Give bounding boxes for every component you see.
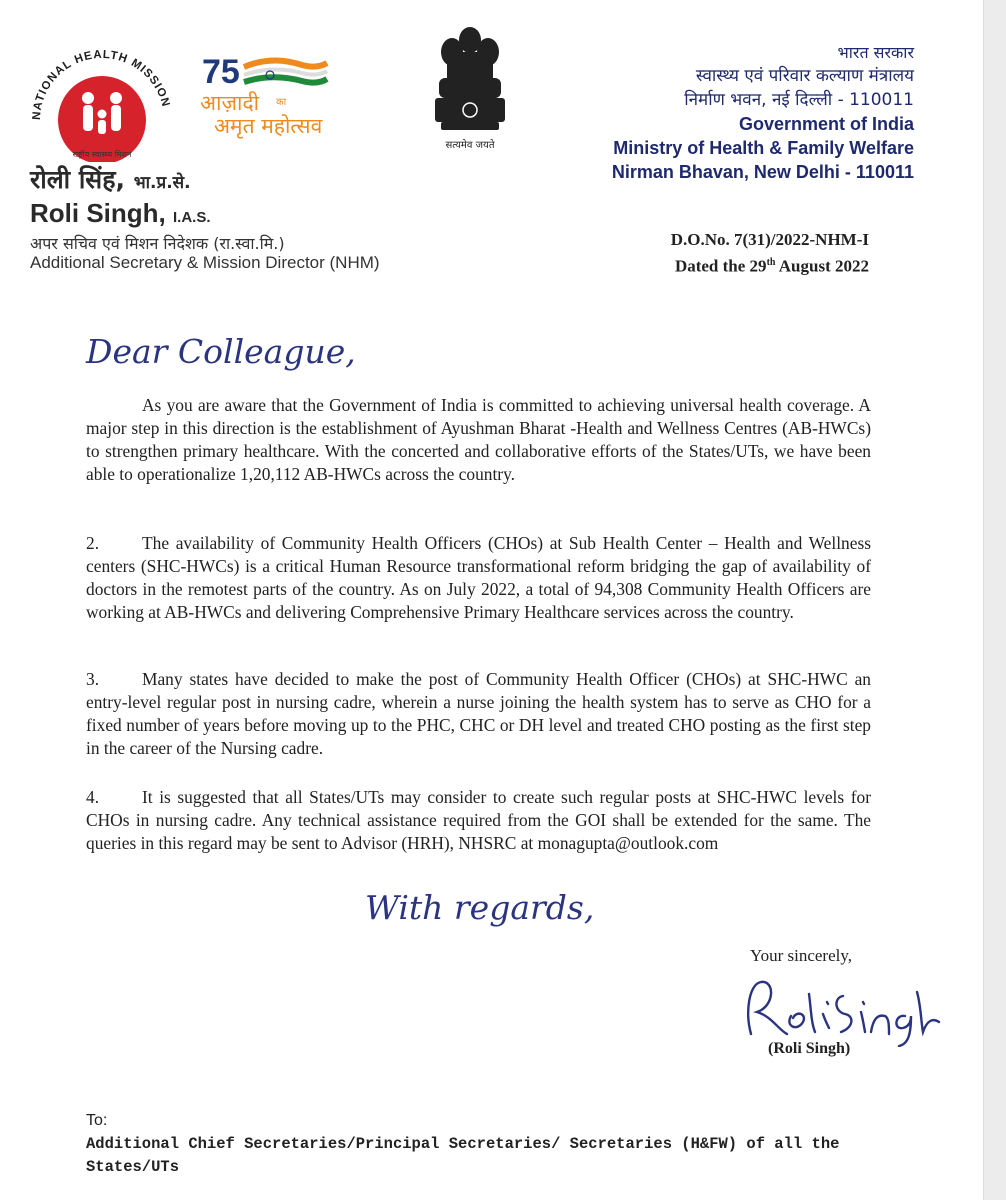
office-address [612,42,914,184]
azadi-line1: आज़ादी [200,91,260,115]
office-hindi-line2: स्वास्थ्य एवं परिवार कल्याण मंत्रालय [695,66,914,86]
office-line2: Ministry of Health & Family Welfare [613,138,914,158]
letter-date [671,251,869,278]
paragraph-2-number: 2. [86,533,100,553]
nhm-arc-text: NATIONAL HEALTH MISSION [30,48,172,121]
office-hindi-line1: भारत सरकार [837,43,914,62]
date-prefix: Dated the 29 [674,256,767,276]
signature [735,972,945,1047]
nhm-hindi-text: राष्ट्रीय स्वास्थ्य मिशन [72,150,132,159]
paragraph-3 [86,668,871,760]
paragraph-1 [86,394,871,486]
nhm-logo [22,32,182,162]
sender-suffix: I.A.S. [173,209,211,226]
sender-name-text: Roli Singh, [30,198,166,228]
office-line3: Nirman Bhavan, New Delhi - 110011 [611,162,914,182]
office-line1: Government of India [738,114,914,134]
closing: With regards, [365,888,595,927]
paragraph-2-text: The availability of Community Health Officers (CHOs) at Sub Health Center – Health and Wellness centers (SHC-HWCs) is a critical Human Resource transformational reform bridging the gap of availability of doctors in the remotest parts of the country. As on July 2022, a total of 94,308 Community Health Officers are working at AB-HWCs and delivering Comprehensive Primary Healthcare services across the country. [86,533,871,622]
sender-hindi-suffix: भा.प्र.से. [133,173,191,193]
office-hindi-line3: निर्माण भवन, नई दिल्ली - 110011 [684,90,914,110]
date-suffix: August 2022 [775,256,869,276]
sender-hindi-designation: अपर सचिव एवं मिशन निदेशक (रा.स्वा.मि.) [30,234,285,253]
national-emblem [425,22,515,157]
azadi-line2: अमृत महोत्सव [214,114,323,138]
paragraph-4-number: 4. [86,787,100,807]
emblem-motto: सत्यमेव जयते [445,140,495,151]
azadi-logo [192,45,352,145]
sign-off: Your sincerely, [750,946,852,965]
page-edge [983,0,1006,1200]
paragraph-4 [86,786,871,855]
recipient-address: Additional Chief Secretaries/Principal Secretaries/ Secretaries (H&FW) of all the States/UTs [86,1135,840,1176]
signatory-name: (Roli Singh) [768,1040,851,1057]
azadi-number: 75 [202,53,240,91]
date-sup: th [766,257,776,268]
recipient-label: To: [86,1112,108,1129]
paragraph-4-text: It is suggested that all States/UTs may consider to create such regular posts at SHC-HWC levels for CHOs in nursing cadre. Any technical assistance required from the GOI shall be extended for the same. The queries in this regard may be sent to Advisor (HRH), NHSRC at monagupta@outlook.com [86,787,871,853]
paragraph-1-text: As you are aware that the Government of India is committed to achieving universal health coverage. A major step in this direction is the establishment of Ayushman Bharat -Health and Wellness Centres (AB-HWCs) to strengthen primary healthcare. With the concerted and collaborative efforts of the States/UTs, we have been able to operationalize 1,20,112 AB-HWCs across the country. [86,395,871,484]
salutation: Dear Colleague, [86,332,356,371]
paragraph-2 [86,532,871,624]
paragraph-3-number: 3. [86,669,100,689]
paragraph-3-text: Many states have decided to make the post of Community Health Officer (CHOs) at SHC-HWC an entry-level regular post in nursing cadre, wherein a nurse joining the health system has to serve as CHO for a fixed number of years before moving up to the PHC, CHC or DH level and treated CHO posting as the first step in the career of the Nursing cadre. [86,669,871,758]
sender-designation: Additional Secretary & Mission Director (NHM) [30,253,380,272]
sender-hindi-name-text: रोली सिंह, [30,165,125,194]
do-number: D.O.No. 7(31)/2022-NHM-I [670,230,869,249]
sender-hindi-name [30,162,191,196]
reference-block [671,228,869,278]
azadi-ka: का [276,97,287,108]
sender-name [30,198,211,229]
